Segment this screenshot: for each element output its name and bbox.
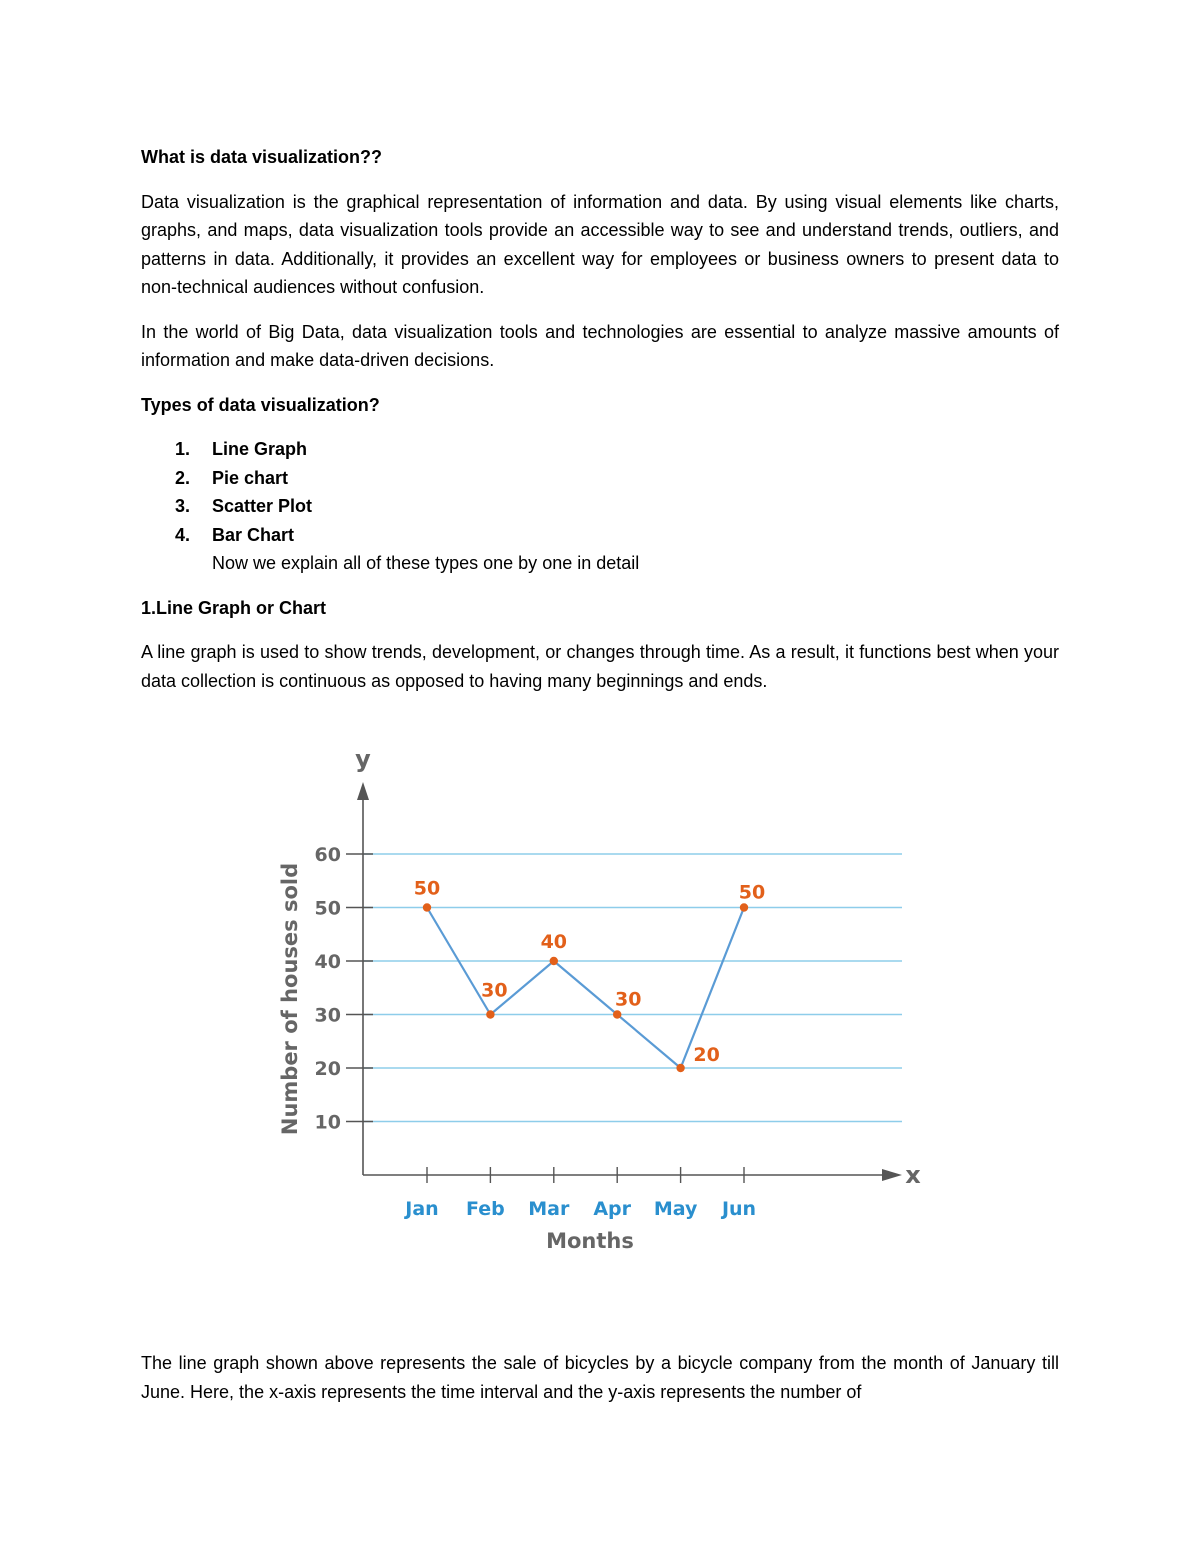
x-axis-arrow	[882, 1169, 902, 1181]
paragraph-big-data: In the world of Big Data, data visualization tools and technologies are essential to analyze massive amounts of information and make data-driven decisions.	[141, 321, 1059, 370]
list-number: 4.	[175, 524, 191, 545]
paragraph-definition: Data visualization is the graphical representation of information and data. By using visual elements like charts, graphs, and maps, data visualization tools provide an accessible way to see and understand trends, outliers, and patterns in data. Additionally, it provides an excellent way for employees or business owners to present data to non-technical audiences without confusion.	[141, 191, 1059, 297]
types-list	[141, 435, 1059, 549]
y-axis-letter: y	[355, 745, 371, 773]
x-axis-letter: x	[905, 1161, 921, 1189]
document-body-continued	[141, 1349, 1059, 1406]
list-number: 3.	[175, 496, 191, 516]
data-point	[550, 957, 558, 965]
list-label: Scatter Plot	[212, 496, 313, 516]
list-item	[141, 435, 1059, 464]
list-label: Pie chart	[212, 467, 289, 488]
x-tick-label: Jan	[405, 1198, 439, 1220]
x-tick-label: May	[653, 1198, 698, 1220]
x-tick-label: Mar	[528, 1198, 570, 1220]
list-note: Now we explain all of these types one by one in detail	[212, 553, 640, 573]
y-tick-label: 50	[314, 897, 341, 920]
list-item	[141, 492, 1059, 521]
data-point	[613, 1010, 621, 1018]
list-item	[141, 464, 1059, 493]
y-tick-label: 20	[314, 1058, 341, 1080]
x-axis-title: Months	[546, 1229, 634, 1253]
list-label: Bar Chart	[212, 524, 295, 545]
line-chart	[270, 740, 930, 1260]
x-tick-label: Feb	[466, 1198, 505, 1220]
data-label: 40	[540, 931, 568, 953]
y-tick-label: 30	[314, 1004, 341, 1027]
data-label: 30	[614, 988, 642, 1011]
y-axis-arrow	[357, 782, 369, 800]
paragraph-line-graph-description: The line graph shown above represents the sale of bicycles by a bicycle company from the month of January till June. Here, the x-axis represents the time interval and the y-axis represents the number of	[141, 1353, 1059, 1402]
list-label: Line Graph	[212, 439, 308, 459]
data-point	[423, 903, 431, 911]
x-tick-label: Apr	[593, 1198, 632, 1220]
x-tick-label: Jun	[721, 1198, 757, 1220]
heading-what-is-data-visualization: What is data visualization??	[141, 147, 383, 167]
data-label: 50	[413, 877, 441, 900]
data-label: 20	[693, 1044, 720, 1066]
list-item	[141, 521, 1059, 550]
data-label: 30	[481, 979, 508, 1002]
data-point	[740, 903, 748, 911]
y-tick-label: 40	[314, 951, 341, 973]
heading-types: Types of data visualization?	[141, 394, 380, 415]
data-label: 50	[738, 881, 766, 904]
y-tick-label: 60	[314, 844, 341, 866]
y-tick-label: 10	[314, 1111, 341, 1134]
y-axis-title: Number of houses sold	[278, 862, 302, 1136]
heading-line-graph: 1.Line Graph or Chart	[141, 597, 327, 618]
paragraph-line-graph: A line graph is used to show trends, development, or changes through time. As a result, it functions best when your data collection is continuous as opposed to having many beginnings and ends.	[141, 642, 1059, 691]
data-point	[486, 1010, 494, 1018]
data-point	[676, 1064, 684, 1072]
document-body	[141, 143, 1059, 695]
list-number: 1.	[175, 439, 191, 459]
list-number: 2.	[175, 467, 191, 488]
